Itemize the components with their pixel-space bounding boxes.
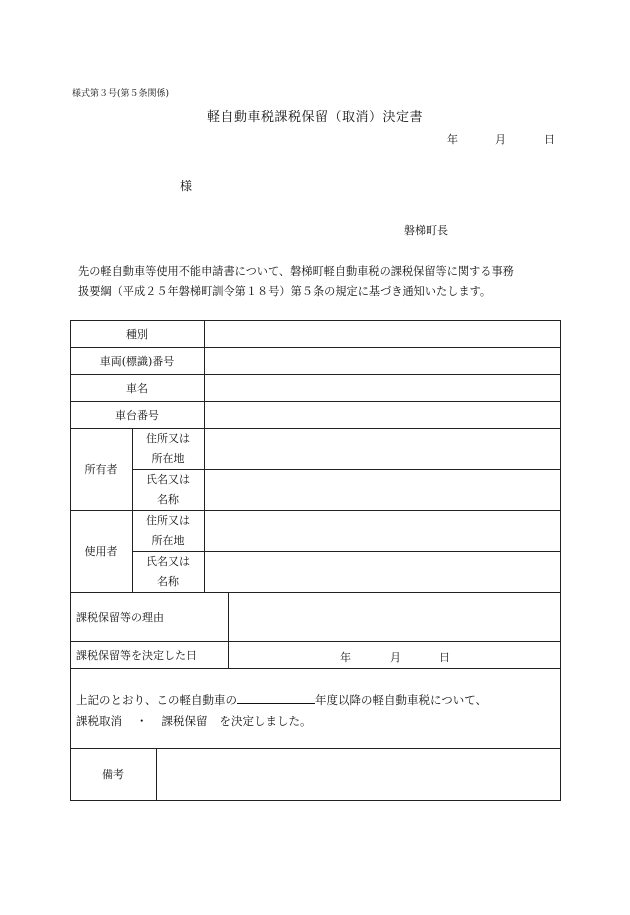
label-decision-date: 課税保留等を決定した日	[76, 648, 197, 662]
user-name-value-field[interactable]	[205, 552, 560, 592]
issuer-name: 磐梯町長	[404, 224, 448, 237]
owner-name-line1: 氏名又は	[146, 472, 190, 486]
statement-part1: 上記のとおり、この軽自動車の	[76, 693, 237, 707]
label-remarks: 備考	[102, 768, 124, 781]
intro-line-2: 扱要綱（平成２５年磐梯町訓令第１８号）第５条の規定に基づき通知いたします。	[78, 285, 492, 298]
user-name-label	[132, 551, 204, 592]
option-bullet: ・	[136, 714, 148, 728]
chassis-number-value-field[interactable]	[205, 402, 560, 428]
owner-name-label	[132, 469, 204, 510]
remarks-value-field[interactable]	[157, 749, 560, 800]
decision-date-day: 日	[439, 651, 450, 664]
label-reason: 課税保留等の理由	[76, 610, 164, 624]
option-cancel[interactable]: 課税取消	[76, 714, 122, 728]
decision-date-year: 年	[340, 651, 351, 664]
option-hold[interactable]: 課税保留	[161, 714, 208, 728]
reason-value-field[interactable]	[229, 593, 560, 641]
intro-line-1: 先の軽自動車等使用不能申請書について、磐梯町軽自動車税の課税保留等に関する事務	[78, 265, 514, 278]
label-vehicle-number: 車両(標識)番号	[99, 354, 175, 368]
label-chassis-number: 車台番号	[115, 408, 159, 422]
label-user: 使用者	[84, 545, 118, 558]
decision-statement	[76, 689, 487, 732]
user-address-label	[132, 510, 204, 551]
addressee-honorific: 様	[180, 179, 193, 193]
type-value-field[interactable]	[205, 321, 560, 347]
owner-name-line2: 名称	[157, 492, 179, 506]
vehicle-name-value-field[interactable]	[205, 375, 560, 401]
owner-address-value-field[interactable]	[205, 429, 560, 469]
label-type: 種別	[126, 327, 148, 341]
user-name-line1: 氏名又は	[146, 554, 190, 568]
owner-address-label	[132, 428, 204, 469]
owner-name-value-field[interactable]	[205, 470, 560, 510]
user-address-line1: 住所又は	[146, 513, 190, 527]
form-number: 様式第３号(第５条関係)	[72, 89, 170, 99]
date-month: 月	[495, 133, 506, 146]
date-year: 年	[447, 133, 458, 146]
statement-ending: を決定しました。	[219, 714, 312, 728]
page-title: 軽自動車税課税保留（取消）決定書	[206, 110, 423, 125]
statement-part2: 年度以降の軽自動車税について、	[315, 693, 488, 707]
fiscal-year-blank[interactable]	[237, 689, 315, 704]
date-day: 日	[544, 133, 555, 146]
vehicle-number-value-field[interactable]	[205, 348, 560, 374]
owner-address-line1: 住所又は	[146, 431, 190, 445]
label-vehicle-name: 車名	[126, 381, 148, 395]
owner-address-line2: 所在地	[151, 451, 185, 465]
user-address-value-field[interactable]	[205, 511, 560, 551]
decision-date-month: 月	[390, 651, 401, 664]
user-address-line2: 所在地	[151, 533, 185, 547]
label-owner: 所有者	[84, 463, 118, 476]
user-name-line2: 名称	[157, 574, 179, 588]
